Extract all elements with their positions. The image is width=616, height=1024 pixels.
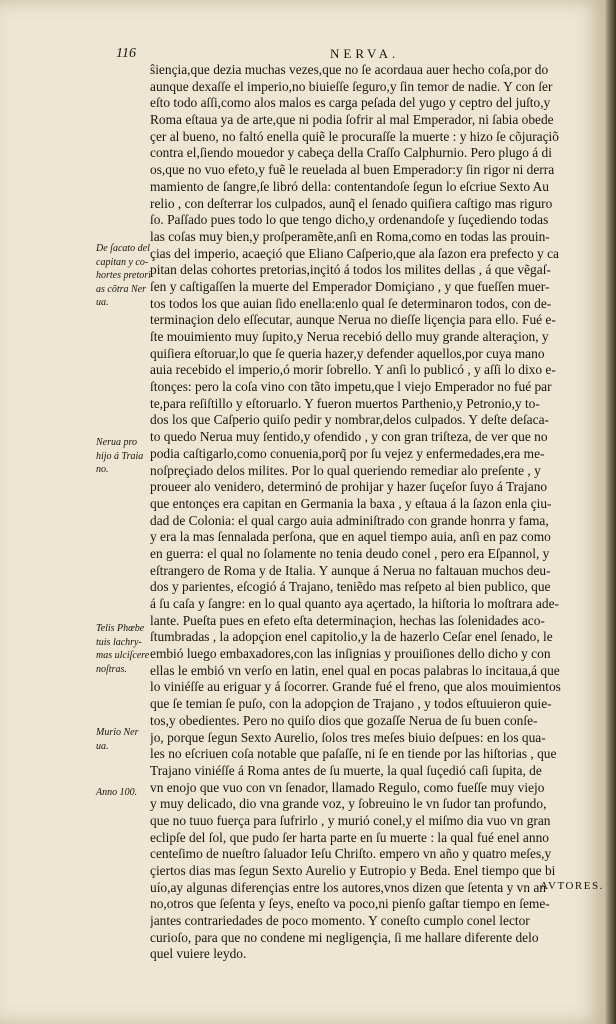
text-line: dad de Colonia: el qual cargo auia adminiſtrado con grande honrra y fama, [150, 512, 549, 528]
text-line: çiertos dias mas ſegun Sexto Aurelio y Eutropio y Beda. Enel tiempo que bi [150, 863, 556, 878]
text-line: dos y parientes, eſcogió á Trajano, teniẽdo mas reſpeto al bien publico, que [150, 579, 551, 595]
margin-note-latin-verse [96, 622, 160, 676]
text-line: tos todos los que auian ſido enella:enlo qual ſe determinaron todos, con de- [150, 295, 552, 311]
text-line: eclipſe del ſol, que pudo ſer harta parte en ſu muerte : la qual fué enel anno [150, 829, 549, 845]
text-line: que ſe temian ſe puſo, con la adopçion de Trajano , y todos eſtuuieron quie- [150, 696, 552, 712]
text-line: les no eſcriuen coſa notable que paſaſſe, ni ſe en tiende por las hiſtorias , que [150, 746, 557, 762]
text-line: no,otros que ſeſenta y ſeys, eneſto va poco,ni pienſo gaſtar tiempo en ſeme- [150, 896, 550, 912]
margin-note-line: Anno 100. [96, 787, 138, 798]
text-line: te,para reſiſtillo y eſtoruarlo. Y fueron muertos Parthenio,y Petronio,y to- [150, 395, 540, 411]
margin-note-line: hortes pretori [96, 270, 151, 281]
text-line: quel vuiere leydo. [150, 946, 247, 962]
text-line: terminaçion delo eſſecutar, aunque Nerua no dieſſe liçençia para ello. Fué e- [150, 312, 556, 328]
text-line: eſto todo aſſi,como alos malos es carga peſada del yugo y ceptro del juſto,y [150, 95, 551, 111]
text-line: auia recebido el imperio,ó morir ſobrello. Y anſi lo publicó , y aſſi lo dixo e- [150, 362, 556, 378]
book-gutter-edge [604, 0, 616, 1024]
margin-note-line: mas ulciſcere [96, 650, 150, 661]
margin-note-line: hijo á Traia [96, 450, 144, 462]
margin-note-anno [96, 786, 160, 800]
text-line: pitan delas cohortes pretorias,inçitó á todos los milites dellas , á que vẽgaſ- [150, 262, 551, 278]
margin-note-line: noſtras. [96, 663, 127, 675]
margin-note-prohijo [96, 436, 160, 477]
text-line: ſtumbradas , la adopçion enel capitolio,y la de hazerlo Ceſar enel ſenado, le [150, 629, 553, 645]
text-line: vn enojo que vuo con vn ſenador, llamado Regulo, como fueſſe muy viejo [150, 779, 545, 795]
text-line: çias del imperio, acaeçió que Eliano Caſperio,que ala ſazon era prefecto y ca [150, 245, 559, 261]
text-line: contra el,ſiendo mouedor y cabeça della Craſſo Calphurnio. Pero plugo á di [150, 145, 552, 161]
main-text [150, 62, 598, 963]
text-line: en guerra: el qual no ſolamente no tenia deudo conel , pero era Eſpannol, y [150, 545, 550, 561]
text-line: ſte mouimiento muy ſupito,y Nerua recebió dello muy grande alteraçion, y [150, 329, 549, 344]
text-line: lante. Pueſta pues en efeto eſta determinaçion, hechas las ſolenidades aco- [150, 612, 545, 628]
margin-note-line: no. [96, 464, 109, 475]
text-line: embió luego embaxadores,con las inſignias y prouiſiones dello dicho y con [150, 646, 551, 662]
margin-note-line: capitan y co- [96, 256, 149, 268]
text-line: ſen y caſtigaſſen la muerte del Emperador Domiçiano , y que fueſſen muer- [150, 278, 550, 294]
text-line: eſtrangero de Roma y de Italia. Y aunque á Nerua no faltauan muchos deu- [150, 562, 551, 578]
margin-note-line: De ſacato del [96, 243, 150, 254]
text-line: Roma eſtaua ya de arte,que ni podia ſofrir al mal Emperador, ni ſabia obede [150, 112, 554, 128]
text-line: curioſo, para que no condene mi negligençia, ſi me hallare diferente delo [150, 929, 539, 945]
text-line: os,que no vuo efeto,y fuẽ le reuelada al buen Emperador:y ſin rigor ni derra [150, 162, 555, 178]
text-line: ſtonçes: pero la coſa vino con tãto impetu,que l viejo Emperador no fué par [150, 379, 552, 395]
text-line: las coſas muy bien,y proſperamẽte,anſi en Roma,como en todas las prouin- [150, 228, 550, 244]
margin-note-murio [96, 726, 160, 753]
text-line: jo, porque ſegun Sexto Aurelio, ſolos tres meſes biuio deſpues: en los qua- [150, 729, 546, 745]
catchword: AVTORES. [540, 880, 604, 892]
text-line: lo viniéſſe au eriguar y á ſocorrer. Grande fué el freno, que alos mouimientos [150, 679, 561, 695]
text-line: ŝiençia,que dezia muchas vezes,que no ſe acordaua auer hecho coſa,por do [150, 62, 549, 77]
text-line: y muy delicado, dio vna grande voz, y ſobreuino le vn ſudor tan profundo, [150, 796, 547, 812]
text-line: aunque dexaſſe el imperio,no biuieſſe ſeguro,y ſin temor de nadie. Y con ſer [150, 78, 553, 94]
margin-note-line: ua. [96, 297, 109, 308]
margin-note-desacato [96, 242, 160, 310]
text-line: to quedo Nerua muy ſentido,y ofendido , y con gran triſteza, de ver que no [150, 429, 548, 445]
text-line: podia caſtigarlo,como conuenia,porq̃ por ſu vejez y enfermedades,era me- [150, 445, 545, 461]
text-line: jantes contrariedades de poco momento. Y coneſto cumplo conel lector [150, 913, 530, 929]
text-line: ſo. Paſſado pues todo lo que tengo dicho,y ordenandoſe y ſuçediendo todas [150, 212, 549, 228]
text-line: noſpreçiado delos milites. Por lo qual queriendo remediar alo preſente , y [150, 462, 541, 478]
text-line: que entonçes era capitan en Germania la baxa , y eſtaua á la ſazon enla çiu- [150, 495, 552, 511]
margin-note-line: Murio Ner [96, 727, 139, 738]
text-line: ellas le embió vn verſo en latin, enel qual en pocas palabras lo incitaua,á que [150, 662, 560, 678]
text-line: proueer alo venidero, determinó de prohijar y hazer ſuçeſor ſuyo á Trajano [150, 479, 548, 495]
text-line: tos,y obedientes. Pero no quiſo dios que gozaſſe Nerua de ſu buen conſe- [150, 712, 538, 728]
text-line: relio , con deſterrar los culpados, aunq̃ el ſenado quiſiera caſtigo mas riguro [150, 195, 553, 211]
margin-note-line: tuis lachry- [96, 636, 142, 648]
margin-note-line: ua. [96, 740, 109, 752]
text-line: Trajano viniéſſe á Roma antes de ſu muerte, la qual ſuçedió caſi ſupita, de [150, 762, 542, 778]
margin-note-line: as cõtra Ner [96, 283, 146, 295]
page-number: 116 [116, 46, 136, 61]
text-line: centeſimo de nueſtro ſaluador Ieſu Chriſto. empero vn año y quatro meſes,y [150, 846, 552, 862]
running-head: NERVA. [330, 46, 400, 61]
text-line: quiſiera eſtoruar,lo que ſe queria hazer,y defender aquellos,por cuya mano [150, 345, 545, 361]
text-line: á ſu caſa y ſangre: en lo qual quanto aya açertado, la hiſtoria lo moſtrara ade- [150, 596, 559, 611]
margin-note-line: Telis Phœbe [96, 623, 145, 634]
text-line: dos los que Caſperio quiſo pedir y nombrar,delos culpados. Y deſte deſaca- [150, 412, 549, 428]
text-line: mamiento de ſangre,ſe libró della: contentandoſe ſegun lo eſcriue Sexto Au [150, 178, 549, 194]
margin-note-line: Nerua pro [96, 437, 138, 448]
text-line: que no tuuo fuerça para ſufrirlo , y murió conel,y el miſmo dia vuo vn gran [150, 812, 551, 828]
text-line: çer al bueno, no faltó enella quiẽ le procuraſſe la muerte : y hizo ſe cõjuraçiõ [150, 128, 559, 144]
text-line: y era la mas ſennalada perſona, que en aquel tiempo auia, anſi en paz como [150, 529, 551, 545]
text-line: uío,ay algunas diferençias entre los autores,vnos dizen que ſetenta y vn an [150, 879, 547, 895]
